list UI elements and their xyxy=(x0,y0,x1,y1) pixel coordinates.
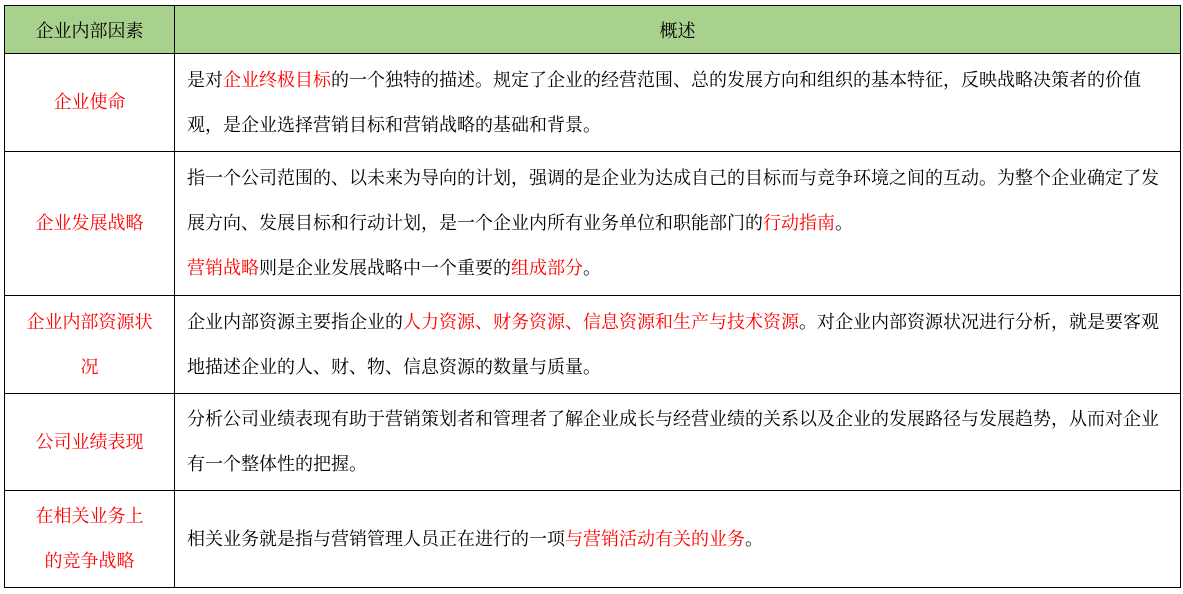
description-text: 。 xyxy=(583,258,601,279)
internal-factors-table xyxy=(4,5,1181,588)
highlighted-text: 与营销活动有关的业务 xyxy=(565,528,745,550)
header-row xyxy=(5,6,1181,54)
header-factor: 企业内部因素 xyxy=(5,6,175,54)
description-text: 则是企业发展战略中一个重要的 xyxy=(259,258,511,279)
factor-cell: 在相关业务上的竞争战略 xyxy=(5,491,175,588)
description-text: 的一个独特的描述。规定了企业的经营范围、总的发展方向和组织的基本特征，反映战略决策者的价值观，是企业选择营销目标和营销战略的基础和背景。 xyxy=(187,69,1141,136)
table-row xyxy=(5,54,1181,152)
description-cell xyxy=(175,152,1181,296)
description-cell xyxy=(175,491,1181,588)
table-row xyxy=(5,394,1181,491)
highlighted-text: 企业终极目标 xyxy=(223,69,331,91)
table-row xyxy=(5,152,1181,296)
description-text: 指一个公司范围的、以未来为导向的计划，强调的是企业为达成自己的目标而与竞争环境之间的互动。为整个企业确定了发展方向、发展目标和行动计划，是一个企业内所有业务单位和职能部门的 xyxy=(187,168,1159,234)
description-text: 。对企业内部资源状况进行分析，就是要客观地描述企业的人、财、物、信息资源的数量与质量。 xyxy=(187,311,1159,378)
table-row xyxy=(5,491,1181,588)
description-text: 。 xyxy=(835,213,853,234)
header-overview: 概述 xyxy=(175,6,1181,54)
highlighted-text: 人力资源、财务资源、信息资源和生产与技术资源 xyxy=(403,311,799,333)
highlighted-text: 营销战略 xyxy=(187,258,259,279)
description-cell xyxy=(175,394,1181,491)
description-text: 企业内部资源主要指企业的 xyxy=(187,311,403,333)
description-text: 分析公司业绩表现有助于营销策划者和管理者了解企业成长与经营业绩的关系以及企业的发展路径与发展趋势，从而对企业有一个整体性的把握。 xyxy=(187,409,1159,475)
factor-cell: 公司业绩表现 xyxy=(5,394,175,491)
factor-cell: 企业使命 xyxy=(5,54,175,152)
description-text: 。 xyxy=(745,528,763,550)
table-row xyxy=(5,296,1181,394)
highlighted-text: 组成部分 xyxy=(511,258,583,279)
factor-cell: 企业内部资源状况 xyxy=(5,296,175,394)
factor-cell: 企业发展战略 xyxy=(5,152,175,296)
description-text: 相关业务就是指与营销管理人员正在进行的一项 xyxy=(187,528,565,550)
description-cell xyxy=(175,296,1181,394)
description-cell xyxy=(175,54,1181,152)
description-text: 是对 xyxy=(187,69,223,91)
highlighted-text: 行动指南 xyxy=(763,213,835,234)
